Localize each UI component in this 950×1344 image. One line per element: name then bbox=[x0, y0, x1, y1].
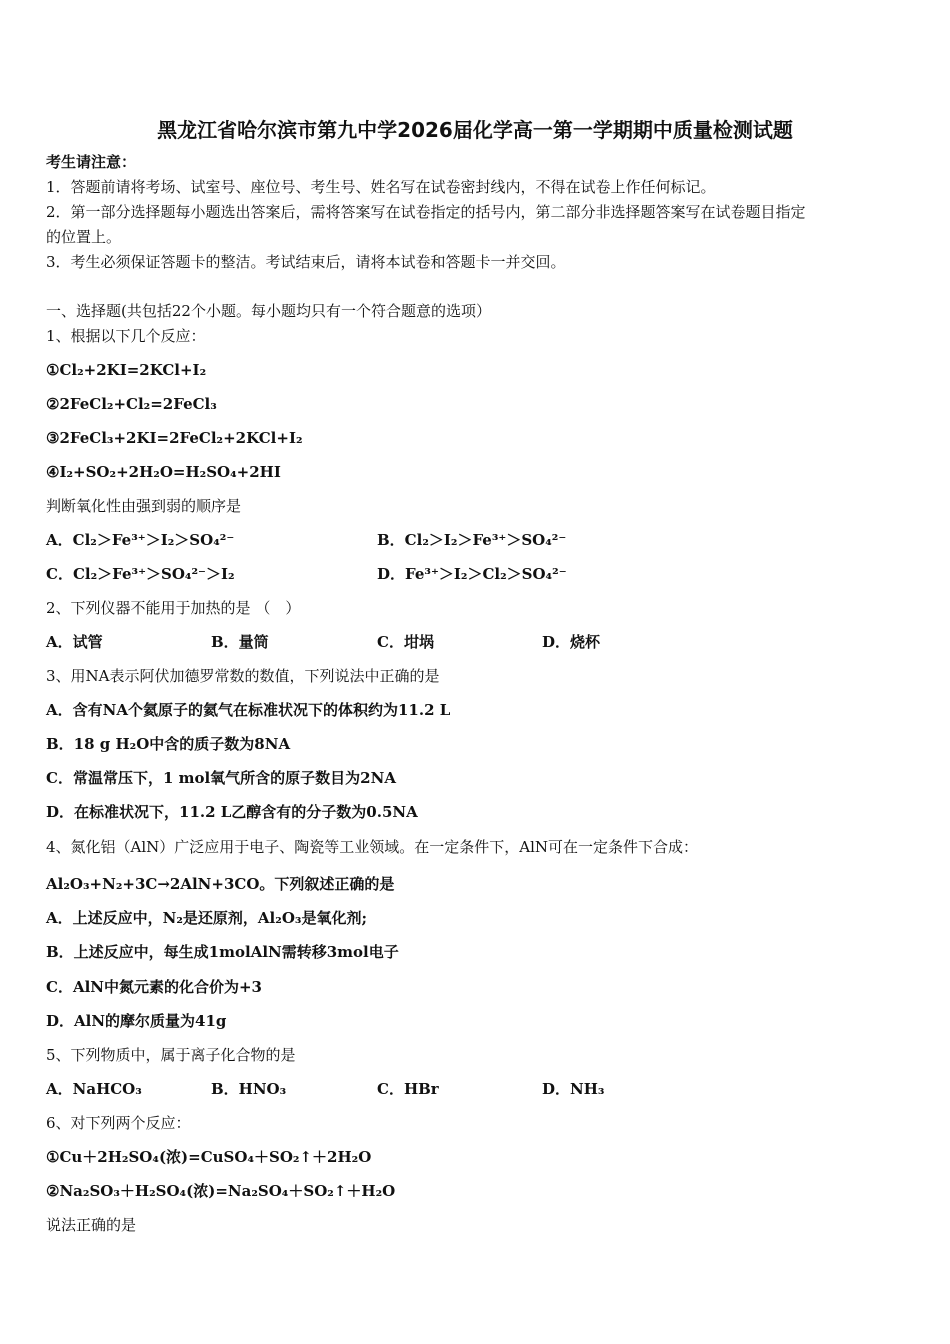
question-2-stem: 2、下列仪器不能用于加热的是 （ ） bbox=[46, 599, 301, 617]
question-6-stem: 6、对下列两个反应： bbox=[46, 1114, 191, 1132]
notice-item-2: 2．第一部分选择题每小题选出答案后，需将答案写在试卷指定的括号内，第二部分非选择题答案写在试卷题目指定 bbox=[46, 203, 806, 221]
question-3-stem: 3、用NA表示阿伏加德罗常数的数值，下列说法中正确的是 bbox=[46, 667, 440, 685]
question-3-option-a: A．含有NA个氦原子的氦气在标准状况下的体积约为11.2 L bbox=[46, 701, 451, 719]
question-6-reaction-2: ②Na₂SO₃＋H₂SO₄(浓)=Na₂SO₄＋SO₂↑＋H₂O bbox=[46, 1182, 396, 1200]
question-4-equation: Al₂O₃+N₂+3C→2AlN+3CO。下列叙述正确的是 bbox=[46, 875, 395, 893]
question-5-option-d: D．NH₃ bbox=[542, 1080, 605, 1098]
question-1-option-d: D．Fe³⁺＞I₂＞Cl₂＞SO₄²⁻ bbox=[377, 565, 567, 583]
question-3-option-d: D．在标准状况下，11.2 L乙醇含有的分子数为0.5NA bbox=[46, 803, 418, 821]
question-5-option-c: C．HBr bbox=[377, 1080, 439, 1098]
notice-item-2-continued: 的位置上。 bbox=[46, 228, 122, 246]
question-6-reaction-1: ①Cu＋2H₂SO₄(浓)=CuSO₄＋SO₂↑＋2H₂O bbox=[46, 1148, 372, 1166]
question-5-option-b: B．HNO₃ bbox=[211, 1080, 287, 1098]
question-1-reaction-2: ②2FeCl₂+Cl₂=2FeCl₃ bbox=[46, 395, 217, 413]
question-4-stem: 4、氮化铝（AlN）广泛应用于电子、陶瓷等工业领域。在一定条件下，AlN可在一定条件下合成： bbox=[46, 838, 699, 856]
question-4-option-b: B．上述反应中，每生成1molAlN需转移3mol电子 bbox=[46, 943, 399, 961]
question-1-reaction-1: ①Cl₂+2KI=2KCl+I₂ bbox=[46, 361, 207, 379]
question-2-option-c: C．坩埚 bbox=[377, 633, 434, 651]
question-1-reaction-3: ③2FeCl₃+2KI=2FeCl₂+2KCl+I₂ bbox=[46, 429, 303, 447]
question-2-option-b: B．量筒 bbox=[211, 633, 269, 651]
notice-item-3: 3．考生必须保证答题卡的整洁。考试结束后，请将本试卷和答题卡一并交回。 bbox=[46, 253, 566, 271]
question-1-stem: 1、根据以下几个反应： bbox=[46, 327, 206, 345]
question-1-question: 判断氧化性由强到弱的顺序是 bbox=[46, 497, 242, 515]
question-6-question: 说法正确的是 bbox=[46, 1216, 137, 1234]
section-heading: 一、选择题(共包括22个小题。每小题均只有一个符合题意的选项） bbox=[46, 302, 491, 320]
question-5-option-a: A．NaHCO₃ bbox=[46, 1080, 142, 1098]
notice-item-1: 1．答题前请将考场、试室号、座位号、考生号、姓名写在试卷密封线内，不得在试卷上作任何标记。 bbox=[46, 178, 716, 196]
question-1-option-c: C．Cl₂＞Fe³⁺＞SO₄²⁻＞I₂ bbox=[46, 565, 235, 583]
question-4-option-d: D．AlN的摩尔质量为41g bbox=[46, 1012, 227, 1030]
question-3-option-b: B．18 g H₂O中含的质子数为8NA bbox=[46, 735, 291, 753]
notice-heading: 考生请注意： bbox=[46, 153, 137, 171]
question-5-stem: 5、下列物质中，属于离子化合物的是 bbox=[46, 1046, 296, 1064]
question-4-option-a: A．上述反应中，N₂是还原剂，Al₂O₃是氧化剂; bbox=[46, 909, 368, 927]
page-title: 黑龙江省哈尔滨市第九中学2026届化学高一第一学期期中质量检测试题 bbox=[157, 118, 793, 142]
question-1-option-a: A．Cl₂＞Fe³⁺＞I₂＞SO₄²⁻ bbox=[46, 531, 235, 549]
question-3-option-c: C．常温常压下，1 mol氧气所含的原子数目为2NA bbox=[46, 769, 396, 787]
question-4-option-c: C．AlN中氮元素的化合价为+3 bbox=[46, 978, 262, 996]
question-2-option-d: D．烧杯 bbox=[542, 633, 601, 651]
question-1-reaction-4: ④I₂+SO₂+2H₂O=H₂SO₄+2HI bbox=[46, 463, 281, 481]
question-2-option-a: A．试管 bbox=[46, 633, 103, 651]
question-1-option-b: B．Cl₂＞I₂＞Fe³⁺＞SO₄²⁻ bbox=[377, 531, 567, 549]
